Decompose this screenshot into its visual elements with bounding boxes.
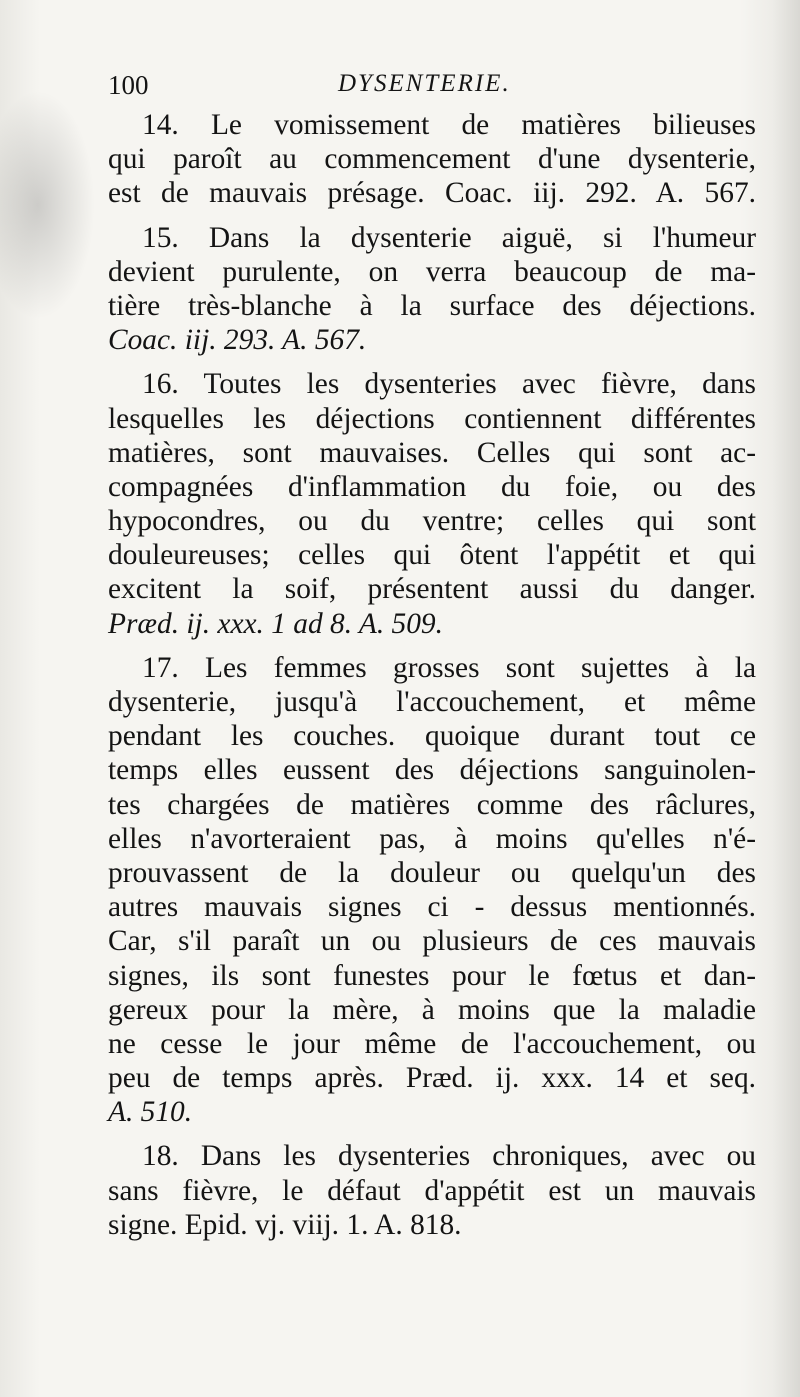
text-line: est de mauvais présage. Coac. iij. 292. A. 567. (108, 177, 756, 210)
page-header (108, 70, 748, 106)
text-line: Præd. ij. xxx. 1 ad 8. A. 509. (108, 607, 443, 640)
text-line: temps elles eussent des déjections sanguinolen- (108, 754, 756, 787)
text-line: qui paroît au commencement d'une dysenterie, (108, 143, 756, 176)
text-line: douleureuses; celles qui ôtent l'appétit et qui (108, 539, 756, 572)
text-line: sans fièvre, le défaut d'appétit est un mauvais (108, 1174, 756, 1207)
text-line: compagnées d'inflammation du foie, ou des (108, 470, 756, 503)
text-line: A. 510. (108, 1096, 193, 1129)
text-line: 18. Dans les dysenteries chroniques, avec ou (142, 1140, 756, 1173)
text-line: hypocondres, ou du ventre; celles qui sont (108, 505, 756, 538)
text-line: signes, ils sont funestes pour le fœtus et dan- (108, 959, 756, 992)
text-line: peu de temps après. Præd. ij. xxx. 14 et seq. (108, 1062, 756, 1095)
paragraph-17 (108, 651, 756, 1130)
text-line: tière très-blanche à la surface des déjections. (108, 289, 756, 322)
text-line: tes chargées de matières comme des râclures, (108, 788, 756, 821)
text-line: pendant les couches. quoique durant tout ce (108, 720, 756, 753)
paragraph-14 (108, 108, 756, 211)
binding-shadow (772, 0, 800, 1397)
body-text (108, 108, 756, 1252)
text-line: lesquelles les déjections contiennent différentes (108, 402, 756, 435)
text-line: devient purulente, on verra beaucoup de ma- (108, 255, 756, 288)
text-line: Car, s'il paraît un ou plusieurs de ces mauvais (108, 925, 756, 958)
text-line: ne cesse le jour même de l'accouchement, ou (108, 1027, 756, 1060)
text-line: 14. Le vomissement de matières bilieuses (142, 109, 756, 141)
text-line: excitent la soif, présentent aussi du danger. (108, 573, 756, 606)
text-line: matières, sont mauvaises. Celles qui sont ac- (108, 436, 756, 469)
text-line: signe. Epid. vj. viij. 1. A. 818. (108, 1208, 462, 1241)
paragraph-16 (108, 367, 756, 641)
text-line: prouvassent de la douleur ou quelqu'un des (108, 856, 756, 889)
text-line: 15. Dans la dysenterie aiguë, si l'humeur (142, 221, 756, 254)
text-line: 16. Toutes les dysenteries avec fièvre, dans (142, 368, 756, 401)
running-title: DYSENTERIE. (338, 70, 511, 97)
page-number: 100 (108, 70, 149, 100)
text-line: gereux pour la mère, à moins que la maladie (108, 993, 756, 1026)
text-line: autres mauvais signes ci - dessus mentionnés. (108, 891, 756, 924)
text-line: Coac. iij. 293. A. 567. (108, 324, 367, 357)
paragraph-15 (108, 221, 756, 358)
text-line: 17. Les femmes grosses sont sujettes à la (142, 651, 756, 684)
margin-stain (0, 90, 95, 320)
text-line: dysenterie, jusqu'à l'accouchement, et même (108, 686, 756, 718)
paragraph-18 (108, 1139, 756, 1242)
text-line: elles n'avorteraient pas, à moins qu'elles n'é- (108, 822, 756, 855)
